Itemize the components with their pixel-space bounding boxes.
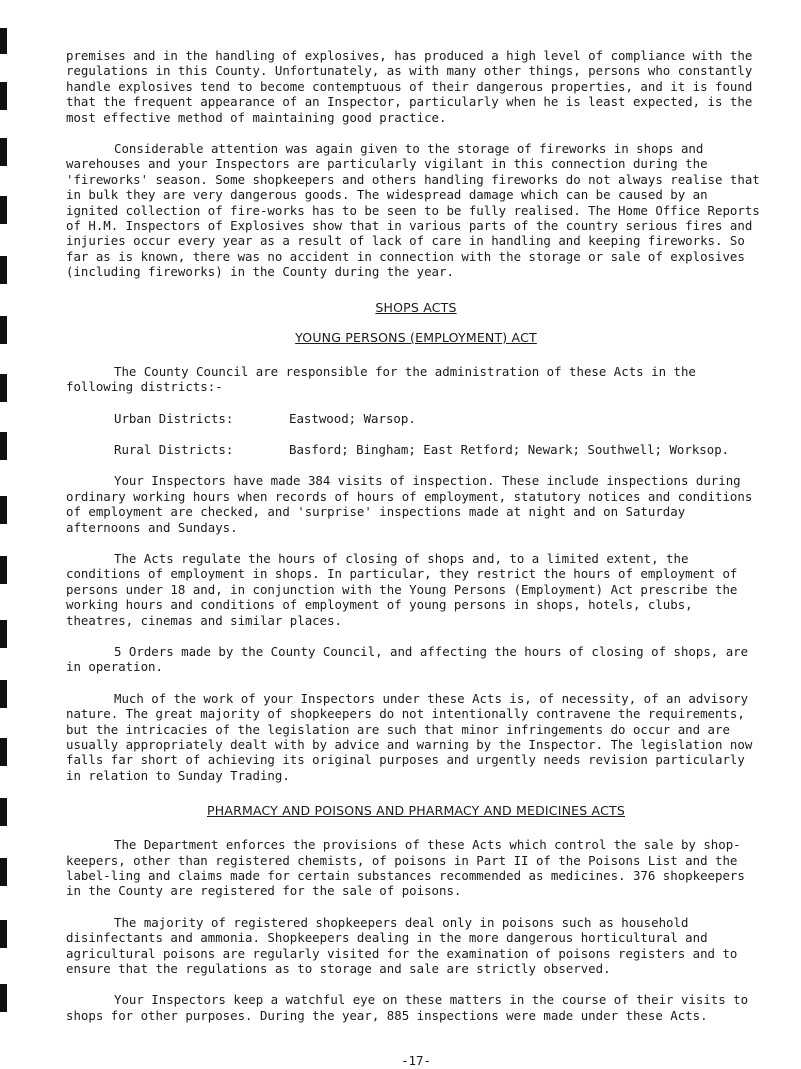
binding-mark (0, 374, 7, 402)
paragraph-inspection-visits: Your Inspectors have made 384 visits of inspection. These include inspections during ordinary working hours when records of hours of employment, statutory notices and conditions of employment are checked, and 'surprise' inspections made at night and on Saturday afternoons and Sundays. (66, 473, 753, 535)
heading-pharmacy-poisons: PHARMACY AND POISONS AND PHARMACY AND MEDICINES ACTS (206, 803, 625, 819)
binding-mark (0, 256, 7, 284)
binding-mark (0, 920, 7, 948)
rural-districts-label: Rural Districts: (114, 441, 234, 457)
urban-districts-row (114, 411, 766, 426)
urban-districts-value: Eastwood; Warsop. (289, 410, 416, 426)
binding-mark (0, 82, 7, 110)
binding-mark (0, 738, 7, 766)
binding-mark (0, 556, 7, 584)
paragraph-department-enforces: The Department enforces the provisions of these Acts which control the sale by shop-keepers, other than registered chemists, of poisons in Part II of the Poisons List and the label-ling and claims made for certain substances recommended as medicines. 376 shopkeepers in the County are registered for the sale of poisons. (66, 837, 745, 899)
binding-mark (0, 138, 7, 166)
binding-mark (0, 620, 7, 648)
paragraph-registered-shopkeepers: The majority of registered shopkeepers deal only in poisons such as household disinfectants and ammonia. Shopkeepers dealing in the more dangerous horticultural and agricultural poisons are regularly visited for the examination of poisons registers and to ensure that the regulations as to storage and sale are strictly observed. (66, 914, 738, 977)
paragraph-orders: 5 Orders made by the County Council, and affecting the hours of closing of shops, are in operation. (66, 643, 749, 675)
paragraph-districts-intro: The County Council are responsible for the administration of these Acts in the following districts:- (66, 363, 696, 395)
binding-mark (0, 432, 7, 460)
binding-mark (0, 28, 7, 54)
rural-districts-value: Basford; Bingham; East Retford; Newark; Southwell; Worksop. (289, 441, 730, 457)
heading-young-persons-act: YOUNG PERSONS (EMPLOYMENT) ACT (295, 329, 537, 345)
document-page (66, 48, 766, 1069)
binding-mark (0, 196, 7, 224)
paragraph-watchful-eye: Your Inspectors keep a watchful eye on these matters in the course of their visits to shops for other purposes. During the year, 885 inspections were made under these Acts. (66, 992, 749, 1023)
page-number: -17- (401, 1053, 431, 1069)
binding-mark (0, 984, 7, 1012)
paragraph-acts-regulate: The Acts regulate the hours of closing of shops and, to a limited extent, the conditions of employment in shops. In particular, they restrict the hours of employment of persons under 18 and, in conjunction with the Young Persons (Employment) Act prescribe the working hours and conditions of employment of young persons in shops, hotels, clubs, theatres, cinemas and similar places. (66, 550, 738, 628)
rural-districts-row (114, 442, 766, 457)
shops-acts-heading-group (66, 300, 766, 346)
urban-districts-label: Urban Districts: (114, 410, 234, 426)
paragraph-fireworks-storage: Considerable attention was again given to the storage of fireworks in shops and warehouses and your Inspectors are particularly vigilant in this connection during the 'fireworks' season. Some shopkeepers and others handling fireworks do not always realise that in bulk they are very dangerous goods. The widespread damage which can be caused by an ignited collection of fire-works has to be seen to be fully realised. The Home Office Reports of H.M. Inspectors of Explosives show that in various parts of the country serious fires and injuries occur every year as a result of lack of care in handling and keeping fireworks. So far as is known, there was no accident in connection with the storage or sale of explosives (including fireworks) in the County during the year. (66, 141, 760, 280)
binding-mark (0, 496, 7, 524)
binding-mark (0, 798, 7, 826)
paragraph-explosives-compliance: premises and in the handling of explosives, has produced a high level of compliance with the regulations in this County. Unfortunately, as with many other things, persons who constantly handle explosives tend to become contemptuous of their dangerous properties, and it is found that the frequent appearance of an Inspector, particularly when he is least expected, is the most effective method of maintaining good practice. (66, 48, 753, 125)
binding-mark (0, 680, 7, 708)
binding-mark (0, 858, 7, 886)
heading-shops-acts: SHOPS ACTS (375, 299, 457, 315)
paragraph-advisory-work: Much of the work of your Inspectors under these Acts is, of necessity, of an advisory nature. The great majority of shopkeepers do not intentionally contravene the requirements, but the intricacies of the legislation are such that minor infringements do occur and are usually appropriately dealt with by advice and warning by the Inspector. The legislation now falls far short of achieving its original purposes and urgently needs revision particularly in relation to Sunday Trading. (66, 690, 753, 783)
binding-mark (0, 316, 7, 344)
